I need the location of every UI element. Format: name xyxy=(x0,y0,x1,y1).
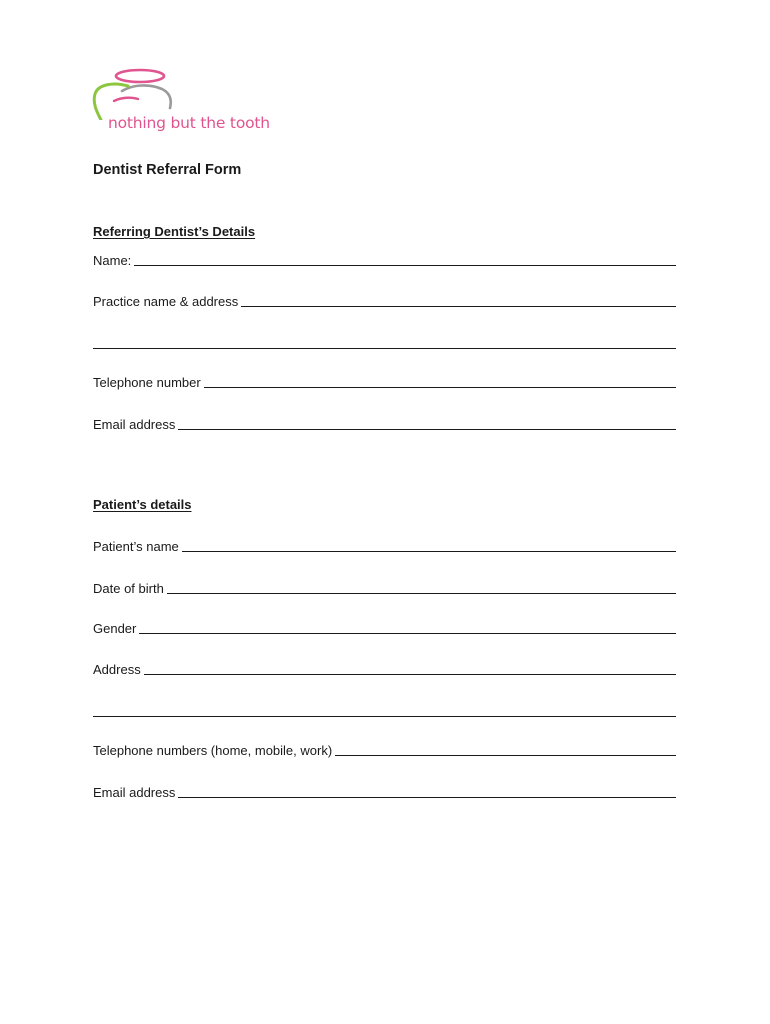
fill-in-line[interactable] xyxy=(144,662,676,675)
fill-in-line[interactable] xyxy=(93,336,676,349)
patient-details-heading: Patient’s details xyxy=(93,497,192,512)
patient-name-field[interactable] xyxy=(93,536,676,554)
fill-in-line[interactable] xyxy=(139,621,676,634)
field-label: Patient’s name xyxy=(93,539,179,554)
fill-in-line[interactable] xyxy=(134,253,676,266)
fill-in-line[interactable] xyxy=(182,539,676,552)
referring-dentist-heading: Referring Dentist’s Details xyxy=(93,224,256,239)
patient-address-continuation-field[interactable] xyxy=(93,701,676,719)
fill-in-line[interactable] xyxy=(178,785,676,798)
fill-in-line[interactable] xyxy=(335,743,676,756)
field-label: Email address xyxy=(93,417,176,432)
practice-address-continuation-field[interactable] xyxy=(93,333,676,351)
patient-address-field[interactable] xyxy=(93,659,676,677)
logo-text: nothing but the tooth xyxy=(108,114,270,132)
practice-name-address-field[interactable] xyxy=(93,291,676,309)
fill-in-line[interactable] xyxy=(178,417,676,430)
fill-in-line[interactable] xyxy=(241,294,676,307)
field-label: Email address xyxy=(93,785,176,800)
patient-email-field[interactable] xyxy=(93,782,676,800)
field-label: Gender xyxy=(93,621,137,636)
dentist-telephone-field[interactable] xyxy=(93,372,676,390)
dentist-email-field[interactable] xyxy=(93,414,676,432)
field-label: Address xyxy=(93,662,141,677)
field-label: Telephone number xyxy=(93,375,201,390)
gender-field[interactable] xyxy=(93,618,676,636)
field-label: Practice name & address xyxy=(93,294,239,309)
field-label: Date of birth xyxy=(93,581,164,596)
patient-telephone-field[interactable] xyxy=(93,740,676,758)
nothing-but-the-tooth-logo xyxy=(88,64,288,140)
tooth-halo-icon xyxy=(88,64,288,120)
field-label: Telephone numbers (home, mobile, work) xyxy=(93,743,333,758)
fill-in-line[interactable] xyxy=(167,581,676,594)
field-label: Name: xyxy=(93,253,132,268)
fill-in-line[interactable] xyxy=(93,704,676,717)
dentist-name-field[interactable] xyxy=(93,250,676,268)
date-of-birth-field[interactable] xyxy=(93,578,676,596)
form-title: Dentist Referral Form xyxy=(93,162,242,178)
fill-in-line[interactable] xyxy=(204,375,676,388)
